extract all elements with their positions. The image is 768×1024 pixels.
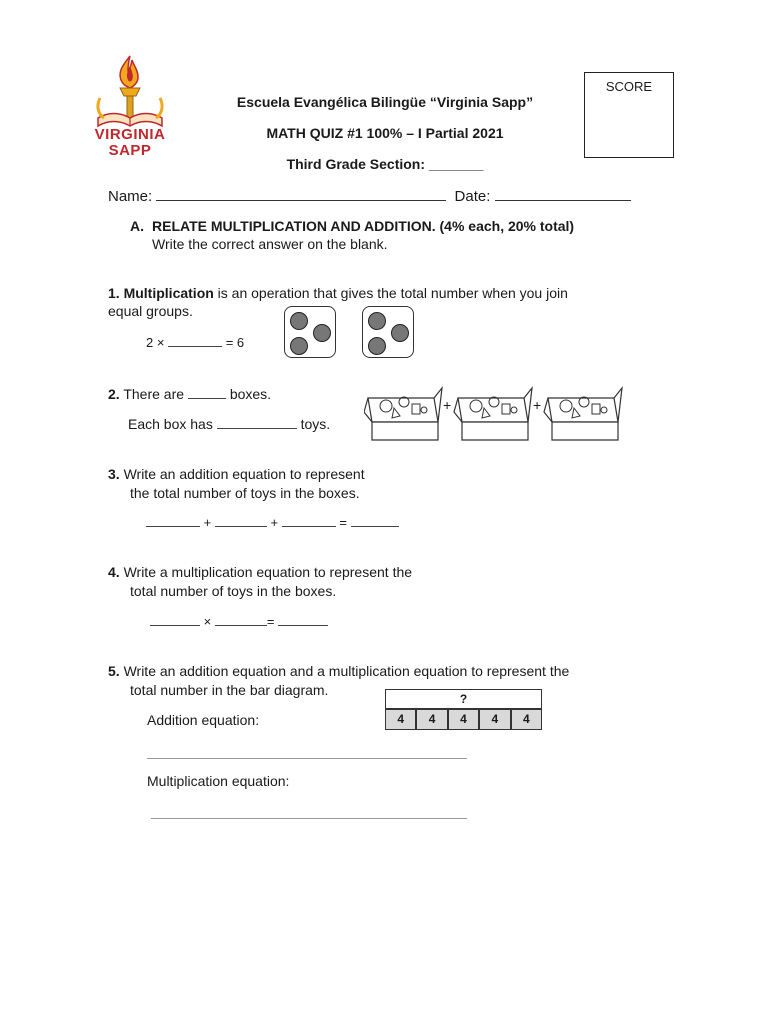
q3-text-2: the total number of toys in the boxes. xyxy=(130,485,360,501)
q3-blank-1[interactable] xyxy=(146,514,200,527)
q4-text-2: total number of toys in the boxes. xyxy=(130,583,337,599)
torch-icon xyxy=(88,52,172,134)
q1-text-line2: equal groups. xyxy=(108,303,193,319)
q5-text-1: Write an addition equation and a multiplication equation to represent the xyxy=(123,663,570,679)
q1-bold-word: Multiplication xyxy=(123,285,214,301)
q1-eq-right: = 6 xyxy=(225,335,245,350)
q4-number: 4. xyxy=(108,564,120,580)
q3-op-2: + xyxy=(270,515,279,530)
addition-answer-line[interactable] xyxy=(147,758,467,759)
dice-group-1 xyxy=(284,306,336,358)
q2-toys-blank[interactable] xyxy=(217,416,297,429)
q1-equation xyxy=(146,334,244,350)
section-marker: A. xyxy=(130,218,144,234)
grade-section: Third Grade Section: _______ xyxy=(286,156,484,172)
q2-plus-2: + xyxy=(533,397,542,413)
q2-plus-1: + xyxy=(443,397,452,413)
q1-answer-blank[interactable] xyxy=(168,334,222,347)
bar-cell: 4 xyxy=(416,709,447,730)
section-instruction: Write the correct answer on the blank. xyxy=(152,236,388,252)
q2-line2-a: Each box has xyxy=(128,416,213,432)
q2-line1-a: There are xyxy=(123,386,185,402)
date-field[interactable] xyxy=(495,186,631,201)
score-box[interactable] xyxy=(584,72,674,158)
q1-eq-left: 2 × xyxy=(146,335,165,350)
bar-cell: 4 xyxy=(479,709,510,730)
q1-text xyxy=(108,285,668,301)
q2-line1-b: boxes. xyxy=(229,386,272,402)
name-field[interactable] xyxy=(156,186,446,201)
q3-blank-3[interactable] xyxy=(282,514,336,527)
toy-boxes-illustration xyxy=(364,378,626,444)
q4-blank-1[interactable] xyxy=(150,613,200,626)
q1-number: 1. xyxy=(108,285,120,301)
date-label: Date: xyxy=(454,188,491,205)
school-logo xyxy=(88,52,172,162)
q3-line1 xyxy=(108,466,365,482)
logo-text-virginia: VIRGINIA xyxy=(94,126,166,143)
name-date-row xyxy=(108,186,668,205)
dot xyxy=(368,312,386,330)
q1-text-rest: is an operation that gives the total number when you join xyxy=(213,285,568,301)
q4-blank-3[interactable] xyxy=(278,613,328,626)
dot xyxy=(290,337,308,355)
q4-text-1: Write a multiplication equation to represent the xyxy=(123,564,413,580)
q2-boxes-blank[interactable] xyxy=(188,386,226,399)
q4-op-2: = xyxy=(266,614,275,629)
addition-equation-label: Addition equation: xyxy=(147,712,260,728)
toy-box-icon xyxy=(454,388,532,440)
section-title: RELATE MULTIPLICATION AND ADDITION. (4% each, 20% total) xyxy=(152,218,575,234)
multiplication-answer-line[interactable] xyxy=(151,818,467,819)
q3-blank-2[interactable] xyxy=(215,514,267,527)
q5-text-2: total number in the bar diagram. xyxy=(130,682,329,698)
q4-op-1: × xyxy=(203,614,212,629)
name-label: Name: xyxy=(108,188,153,205)
dot xyxy=(368,337,386,355)
q4-equation xyxy=(150,613,328,629)
bar-cell: 4 xyxy=(385,709,416,730)
q3-text-1: Write an addition equation to represent xyxy=(123,466,365,482)
school-name: Escuela Evangélica Bilingüe “Virginia Sapp” xyxy=(236,94,534,110)
q3-number: 3. xyxy=(108,466,120,482)
q5-number: 5. xyxy=(108,663,120,679)
bar-diagram-total: ? xyxy=(385,689,542,709)
dot xyxy=(391,324,409,342)
q2-line2 xyxy=(128,416,330,432)
q2-line1 xyxy=(108,386,271,402)
score-label: SCORE xyxy=(605,79,653,94)
toy-box-icon xyxy=(364,388,442,440)
q2-line2-b: toys. xyxy=(300,416,331,432)
logo-text-sapp: SAPP xyxy=(108,142,152,159)
q4-line1 xyxy=(108,564,412,580)
toy-box-icon xyxy=(544,388,622,440)
q5-line1 xyxy=(108,663,569,679)
dice-group-2 xyxy=(362,306,414,358)
bar-cell: 4 xyxy=(448,709,479,730)
q3-blank-4[interactable] xyxy=(351,514,399,527)
q4-blank-2[interactable] xyxy=(215,613,267,626)
q3-op-1: + xyxy=(203,515,212,530)
quiz-title: MATH QUIZ #1 100% – I Partial 2021 xyxy=(266,125,504,141)
q3-equation xyxy=(146,514,399,530)
dot xyxy=(290,312,308,330)
q3-op-3: = xyxy=(339,515,347,530)
bar-cell: 4 xyxy=(511,709,542,730)
multiplication-equation-label: Multiplication equation: xyxy=(147,773,290,789)
q2-number: 2. xyxy=(108,386,120,402)
dot xyxy=(313,324,331,342)
